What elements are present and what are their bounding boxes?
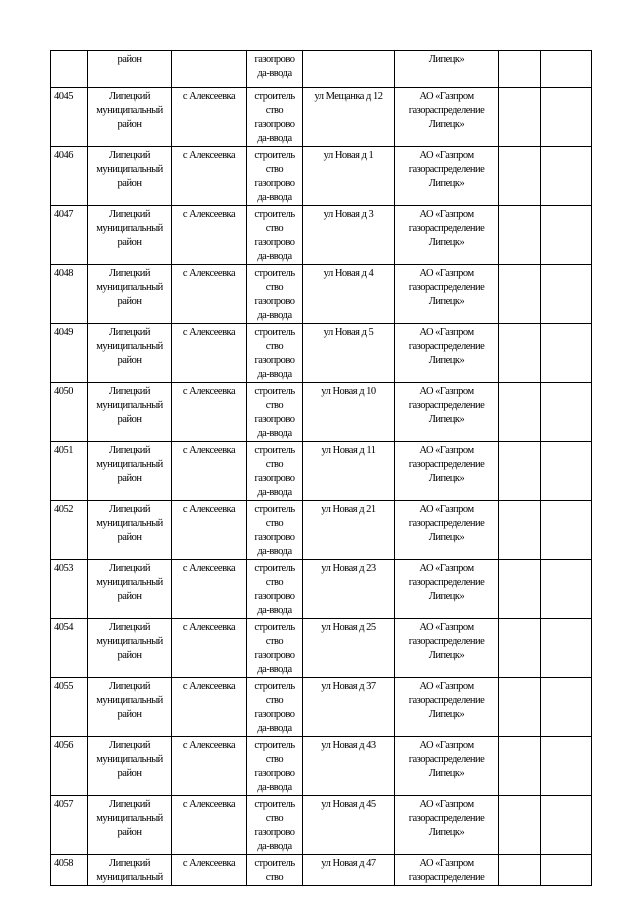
cell-work: строитель ство газопрово да-ввода bbox=[247, 265, 303, 324]
cell-address: ул Новая д 23 bbox=[303, 560, 395, 619]
continuation-row bbox=[51, 51, 592, 88]
cell-district: Липецкий муниципальный район bbox=[88, 442, 172, 501]
cell-organization: АО «Газпром газораспределение Липецк» bbox=[395, 560, 499, 619]
table-row bbox=[51, 147, 592, 206]
cell-empty bbox=[499, 51, 541, 88]
cell-address: ул Новая д 21 bbox=[303, 501, 395, 560]
cell-district: Липецкий муниципальный район bbox=[88, 619, 172, 678]
cell-empty bbox=[541, 88, 592, 147]
cell-empty bbox=[541, 560, 592, 619]
cell-work: строитель ство газопрово да-ввода bbox=[247, 442, 303, 501]
cell-work: строитель ство газопрово да-ввода bbox=[247, 147, 303, 206]
cell-work: строитель ство газопрово да-ввода bbox=[247, 796, 303, 855]
cell-empty bbox=[541, 796, 592, 855]
cell-organization: АО «Газпром газораспределение Липецк» bbox=[395, 678, 499, 737]
cell-locality: с Алексеевка bbox=[172, 88, 247, 147]
cell-organization: АО «Газпром газораспределение bbox=[395, 855, 499, 886]
cell-empty bbox=[499, 265, 541, 324]
cell-empty bbox=[541, 501, 592, 560]
cell-empty bbox=[499, 501, 541, 560]
cell-locality: с Алексеевка bbox=[172, 855, 247, 886]
cell-district: Липецкий муниципальный район bbox=[88, 383, 172, 442]
cell-district: Липецкий муниципальный район bbox=[88, 678, 172, 737]
cell-work: строитель ство газопрово да-ввода bbox=[247, 678, 303, 737]
cell-organization: АО «Газпром газораспределение Липецк» bbox=[395, 501, 499, 560]
cell-address: ул Новая д 3 bbox=[303, 206, 395, 265]
table-row bbox=[51, 855, 592, 886]
cell-work: строитель ство газопрово да-ввода bbox=[247, 206, 303, 265]
cell-work: строитель ство газопрово да-ввода bbox=[247, 619, 303, 678]
cell-empty bbox=[499, 619, 541, 678]
cell-district: Липецкий муниципальный район bbox=[88, 737, 172, 796]
cell-organization: АО «Газпром газораспределение Липецк» bbox=[395, 206, 499, 265]
cell-empty bbox=[499, 737, 541, 796]
cell-number: 4048 bbox=[51, 265, 88, 324]
registry-table bbox=[50, 50, 592, 886]
cell-address: ул Новая д 5 bbox=[303, 324, 395, 383]
cell-number: 4055 bbox=[51, 678, 88, 737]
cell-address bbox=[303, 51, 395, 88]
cell-district: Липецкий муниципальный район bbox=[88, 206, 172, 265]
cell-number: 4049 bbox=[51, 324, 88, 383]
cell-locality: с Алексеевка bbox=[172, 383, 247, 442]
cell-address: ул Новая д 25 bbox=[303, 619, 395, 678]
table-row bbox=[51, 383, 592, 442]
cell-empty bbox=[499, 442, 541, 501]
table-row bbox=[51, 619, 592, 678]
cell-locality: с Алексеевка bbox=[172, 560, 247, 619]
cell-district: Липецкий муниципальный район bbox=[88, 560, 172, 619]
cell-organization: АО «Газпром газораспределение Липецк» bbox=[395, 796, 499, 855]
cell-district: Липецкий муниципальный район bbox=[88, 324, 172, 383]
cell-work: строитель ство газопрово да-ввода bbox=[247, 501, 303, 560]
cell-district: Липецкий муниципальный район bbox=[88, 147, 172, 206]
cell-organization: АО «Газпром газораспределение Липецк» bbox=[395, 265, 499, 324]
cell-empty bbox=[541, 147, 592, 206]
cell-work: строитель ство газопрово да-ввода bbox=[247, 560, 303, 619]
cell-empty bbox=[541, 324, 592, 383]
cell-empty bbox=[499, 324, 541, 383]
cell-locality: с Алексеевка bbox=[172, 678, 247, 737]
cell-empty bbox=[499, 88, 541, 147]
cell-organization: АО «Газпром газораспределение Липецк» bbox=[395, 324, 499, 383]
cell-locality: с Алексеевка bbox=[172, 147, 247, 206]
cell-address: ул Новая д 47 bbox=[303, 855, 395, 886]
cell-district: Липецкий муниципальный bbox=[88, 855, 172, 886]
cell-locality: с Алексеевка bbox=[172, 206, 247, 265]
cell-number bbox=[51, 51, 88, 88]
cell-number: 4057 bbox=[51, 796, 88, 855]
cell-district: Липецкий муниципальный район bbox=[88, 796, 172, 855]
cell-number: 4047 bbox=[51, 206, 88, 265]
cell-district: Липецкий муниципальный район bbox=[88, 265, 172, 324]
cell-address: ул Новая д 37 bbox=[303, 678, 395, 737]
cell-address: ул Мещанка д 12 bbox=[303, 88, 395, 147]
cell-empty bbox=[541, 737, 592, 796]
table-row bbox=[51, 560, 592, 619]
table-row bbox=[51, 88, 592, 147]
cell-empty bbox=[541, 855, 592, 886]
cell-organization: АО «Газпром газораспределение Липецк» bbox=[395, 88, 499, 147]
cell-empty bbox=[499, 796, 541, 855]
cell-number: 4050 bbox=[51, 383, 88, 442]
table-row bbox=[51, 324, 592, 383]
cell-locality: с Алексеевка bbox=[172, 737, 247, 796]
cell-address: ул Новая д 11 bbox=[303, 442, 395, 501]
cell-locality: с Алексеевка bbox=[172, 324, 247, 383]
cell-work: строитель ство bbox=[247, 855, 303, 886]
cell-empty bbox=[541, 265, 592, 324]
cell-organization: АО «Газпром газораспределение Липецк» bbox=[395, 619, 499, 678]
cell-empty bbox=[541, 619, 592, 678]
cell-number: 4056 bbox=[51, 737, 88, 796]
cell-locality: с Алексеевка bbox=[172, 442, 247, 501]
cell-work: строитель ство газопрово да-ввода bbox=[247, 324, 303, 383]
table-row bbox=[51, 442, 592, 501]
cell-number: 4051 bbox=[51, 442, 88, 501]
cell-empty bbox=[541, 51, 592, 88]
cell-organization: АО «Газпром газораспределение Липецк» bbox=[395, 147, 499, 206]
cell-district: Липецкий муниципальный район bbox=[88, 501, 172, 560]
cell-locality: с Алексеевка bbox=[172, 619, 247, 678]
cell-empty bbox=[541, 383, 592, 442]
cell-number: 4046 bbox=[51, 147, 88, 206]
cell-locality: с Алексеевка bbox=[172, 265, 247, 324]
cell-organization: АО «Газпром газораспределение Липецк» bbox=[395, 442, 499, 501]
cell-empty bbox=[541, 206, 592, 265]
cell-district: Липецкий муниципальный район bbox=[88, 88, 172, 147]
cell-empty bbox=[499, 855, 541, 886]
cell-address: ул Новая д 10 bbox=[303, 383, 395, 442]
cell-address: ул Новая д 45 bbox=[303, 796, 395, 855]
cell-empty bbox=[541, 678, 592, 737]
table-row bbox=[51, 678, 592, 737]
cell-locality bbox=[172, 51, 247, 88]
table-row bbox=[51, 501, 592, 560]
cell-work: газопрово да-ввода bbox=[247, 51, 303, 88]
cell-number: 4053 bbox=[51, 560, 88, 619]
cell-locality: с Алексеевка bbox=[172, 501, 247, 560]
table-row bbox=[51, 206, 592, 265]
cell-empty bbox=[499, 206, 541, 265]
cell-address: ул Новая д 43 bbox=[303, 737, 395, 796]
cell-number: 4045 bbox=[51, 88, 88, 147]
cell-organization: АО «Газпром газораспределение Липецк» bbox=[395, 383, 499, 442]
cell-number: 4058 bbox=[51, 855, 88, 886]
cell-work: строитель ство газопрово да-ввода bbox=[247, 737, 303, 796]
cell-district: район bbox=[88, 51, 172, 88]
table-row bbox=[51, 737, 592, 796]
table-row bbox=[51, 796, 592, 855]
cell-empty bbox=[541, 442, 592, 501]
cell-locality: с Алексеевка bbox=[172, 796, 247, 855]
cell-empty bbox=[499, 560, 541, 619]
cell-work: строитель ство газопрово да-ввода bbox=[247, 88, 303, 147]
cell-organization: Липецк» bbox=[395, 51, 499, 88]
cell-address: ул Новая д 4 bbox=[303, 265, 395, 324]
cell-number: 4054 bbox=[51, 619, 88, 678]
table-row bbox=[51, 265, 592, 324]
cell-empty bbox=[499, 383, 541, 442]
cell-empty bbox=[499, 678, 541, 737]
cell-number: 4052 bbox=[51, 501, 88, 560]
cell-empty bbox=[499, 147, 541, 206]
cell-work: строитель ство газопрово да-ввода bbox=[247, 383, 303, 442]
cell-address: ул Новая д 1 bbox=[303, 147, 395, 206]
cell-organization: АО «Газпром газораспределение Липецк» bbox=[395, 737, 499, 796]
